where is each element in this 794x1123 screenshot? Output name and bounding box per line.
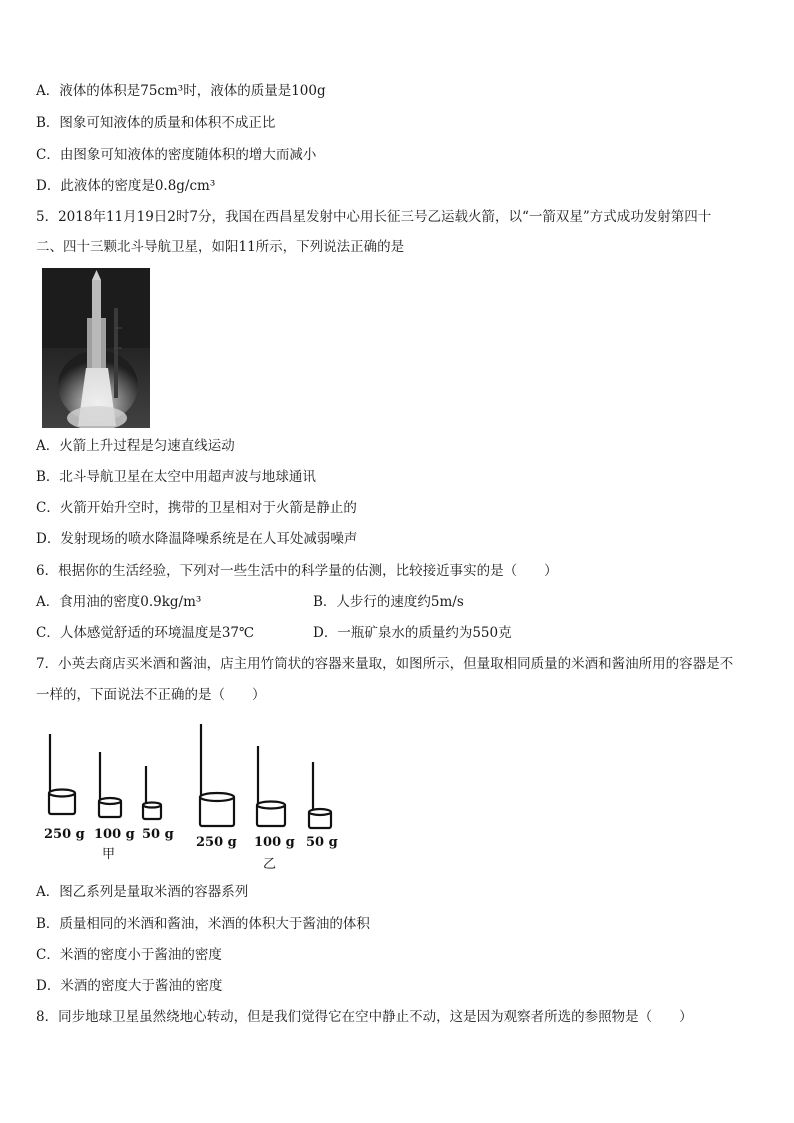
- q5-option-d: D．发射现场的喷水降温降噪系统是在人耳处减弱噪声: [36, 531, 358, 547]
- q5-stem-line2: 二、四十三颗北斗导航卫星，如阳11所示，下列说法正确的是: [36, 239, 405, 255]
- rocket-launch-photo: [42, 268, 150, 428]
- measuring-containers-figure: [36, 720, 356, 880]
- q6-option-d: D．一瓶矿泉水的质量约为550克: [313, 625, 512, 641]
- q7-stem-line2: 一样的，下面说法不正确的是（ ）: [36, 687, 266, 703]
- q4-option-a: A．液体的体积是75cm³时，液体的质量是100g: [36, 83, 326, 99]
- q4-option-d: D．此液体的密度是0.8g/cm³: [36, 178, 216, 194]
- q4-option-b: B．图象可知液体的质量和体积不成正比: [36, 115, 276, 131]
- label-jia-250: 250 g: [44, 827, 85, 842]
- q5-stem-line1: 5．2018年11月19日2时7分，我国在西昌星发射中心用长征三号乙运载火箭，以“一箭双星”方式成功发射第四十: [36, 209, 712, 225]
- q5-option-b: B．北斗导航卫星在太空中用超声波与地球通讯: [36, 469, 316, 485]
- label-jia-50: 50 g: [142, 827, 174, 842]
- q8-stem: 8．同步地球卫星虽然绕地心转动，但是我们觉得它在空中静止不动，这是因为观察者所选的参照物是（ ）: [36, 1009, 693, 1025]
- q5-option-c: C．火箭开始升空时，携带的卫星相对于火箭是静止的: [36, 500, 357, 516]
- q7-option-b: B．质量相同的米酒和酱油，米酒的体积大于酱油的体积: [36, 916, 370, 932]
- q7-option-a: A．图乙系列是量取米酒的容器系列: [36, 884, 249, 900]
- label-yi-250: 250 g: [196, 835, 237, 850]
- q6-option-a: A．食用油的密度0.9kg/m³: [36, 594, 202, 610]
- label-group-jia: 甲: [102, 847, 116, 862]
- q7-option-d: D．米酒的密度大于酱油的密度: [36, 978, 223, 994]
- q5-option-a: A．火箭上升过程是匀速直线运动: [36, 438, 235, 454]
- q7-option-c: C．米酒的密度小于酱油的密度: [36, 947, 222, 963]
- label-yi-50: 50 g: [306, 835, 338, 850]
- label-group-yi: 乙: [263, 857, 277, 872]
- q7-stem-line1: 7．小英去商店买米酒和酱油，店主用竹筒状的容器来量取，如图所示，但量取相同质量的米酒和酱油所用的容器是不: [36, 656, 734, 672]
- q6-option-c: C．人体感觉舒适的环境温度是37℃: [36, 625, 255, 641]
- q6-stem: 6．根据你的生活经验，下列对一些生活中的科学量的估测，比较接近事实的是（ ）: [36, 563, 558, 579]
- label-yi-100: 100 g: [254, 835, 295, 850]
- q4-option-c: C．由图象可知液体的密度随体积的增大而减小: [36, 147, 317, 163]
- label-jia-100: 100 g: [94, 827, 135, 842]
- q6-option-b: B．人步行的速度约5m/s: [313, 594, 464, 610]
